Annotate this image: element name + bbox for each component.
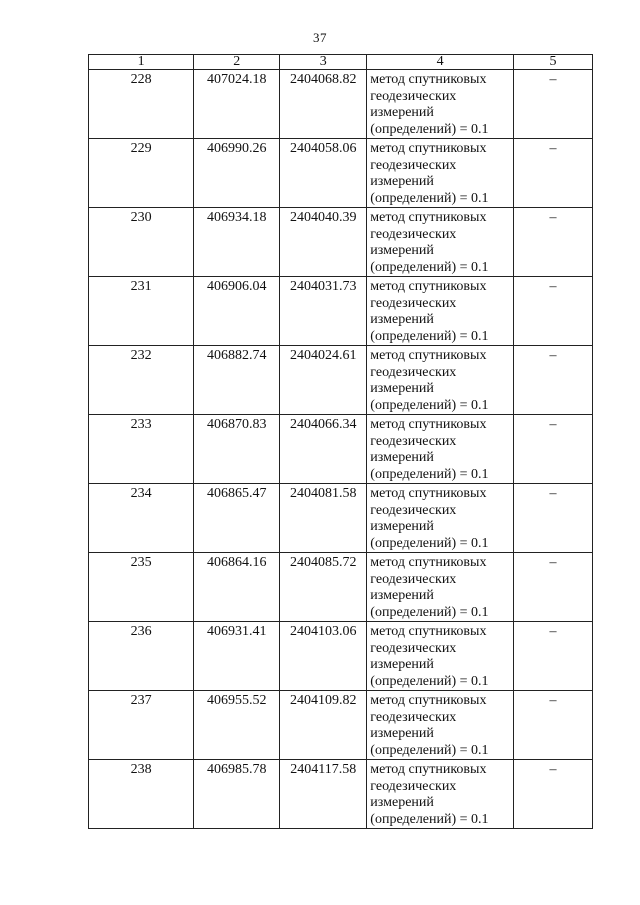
note-cell: –	[514, 346, 593, 415]
table-row	[89, 346, 593, 415]
method-cell: метод спутниковых геодезических измерений (определений) = 0.1	[367, 139, 514, 208]
point-number-cell: 234	[89, 484, 194, 553]
method-cell: метод спутниковых геодезических измерений (определений) = 0.1	[367, 760, 514, 829]
note-cell: –	[514, 622, 593, 691]
note-cell: –	[514, 760, 593, 829]
note-cell: –	[514, 277, 593, 346]
column-header-5: 5	[514, 55, 593, 70]
point-number-cell: 233	[89, 415, 194, 484]
method-cell: метод спутниковых геодезических измерений (определений) = 0.1	[367, 277, 514, 346]
y-coordinate-cell: 2404024.61	[280, 346, 367, 415]
y-coordinate-cell: 2404066.34	[280, 415, 367, 484]
point-number-cell: 230	[89, 208, 194, 277]
point-number-cell: 235	[89, 553, 194, 622]
point-number-cell: 228	[89, 70, 194, 139]
x-coordinate-cell: 407024.18	[194, 70, 280, 139]
x-coordinate-cell: 406990.26	[194, 139, 280, 208]
x-coordinate-cell: 406934.18	[194, 208, 280, 277]
method-cell: метод спутниковых геодезических измерений (определений) = 0.1	[367, 622, 514, 691]
page-number: 37	[313, 30, 327, 45]
point-number-cell: 238	[89, 760, 194, 829]
method-cell: метод спутниковых геодезических измерений (определений) = 0.1	[367, 415, 514, 484]
method-cell: метод спутниковых геодезических измерений (определений) = 0.1	[367, 553, 514, 622]
note-cell: –	[514, 484, 593, 553]
note-cell: –	[514, 415, 593, 484]
table-row	[89, 622, 593, 691]
x-coordinate-cell: 406906.04	[194, 277, 280, 346]
y-coordinate-cell: 2404058.06	[280, 139, 367, 208]
table-row	[89, 277, 593, 346]
y-coordinate-cell: 2404109.82	[280, 691, 367, 760]
method-cell: метод спутниковых геодезических измерений (определений) = 0.1	[367, 70, 514, 139]
column-header-1: 1	[89, 55, 194, 70]
note-cell: –	[514, 553, 593, 622]
y-coordinate-cell: 2404081.58	[280, 484, 367, 553]
table-row	[89, 760, 593, 829]
coordinates-table	[88, 54, 593, 829]
x-coordinate-cell: 406870.83	[194, 415, 280, 484]
note-cell: –	[514, 691, 593, 760]
y-coordinate-cell: 2404040.39	[280, 208, 367, 277]
column-header-3: 3	[280, 55, 367, 70]
x-coordinate-cell: 406931.41	[194, 622, 280, 691]
method-cell: метод спутниковых геодезических измерений (определений) = 0.1	[367, 346, 514, 415]
x-coordinate-cell: 406865.47	[194, 484, 280, 553]
point-number-cell: 237	[89, 691, 194, 760]
table-row	[89, 415, 593, 484]
y-coordinate-cell: 2404031.73	[280, 277, 367, 346]
method-cell: метод спутниковых геодезических измерений (определений) = 0.1	[367, 208, 514, 277]
column-header-4: 4	[367, 55, 514, 70]
y-coordinate-cell: 2404085.72	[280, 553, 367, 622]
method-cell: метод спутниковых геодезических измерений (определений) = 0.1	[367, 691, 514, 760]
table-row	[89, 208, 593, 277]
x-coordinate-cell: 406864.16	[194, 553, 280, 622]
note-cell: –	[514, 139, 593, 208]
note-cell: –	[514, 208, 593, 277]
table-row	[89, 691, 593, 760]
y-coordinate-cell: 2404117.58	[280, 760, 367, 829]
table-body	[89, 70, 593, 829]
table-row	[89, 139, 593, 208]
column-header-2: 2	[194, 55, 280, 70]
point-number-cell: 236	[89, 622, 194, 691]
table-row	[89, 70, 593, 139]
y-coordinate-cell: 2404103.06	[280, 622, 367, 691]
y-coordinate-cell: 2404068.82	[280, 70, 367, 139]
method-cell: метод спутниковых геодезических измерений (определений) = 0.1	[367, 484, 514, 553]
note-cell: –	[514, 70, 593, 139]
x-coordinate-cell: 406882.74	[194, 346, 280, 415]
x-coordinate-cell: 406955.52	[194, 691, 280, 760]
point-number-cell: 231	[89, 277, 194, 346]
x-coordinate-cell: 406985.78	[194, 760, 280, 829]
point-number-cell: 232	[89, 346, 194, 415]
table-row	[89, 553, 593, 622]
table-row	[89, 484, 593, 553]
table-header-row	[89, 55, 593, 70]
point-number-cell: 229	[89, 139, 194, 208]
